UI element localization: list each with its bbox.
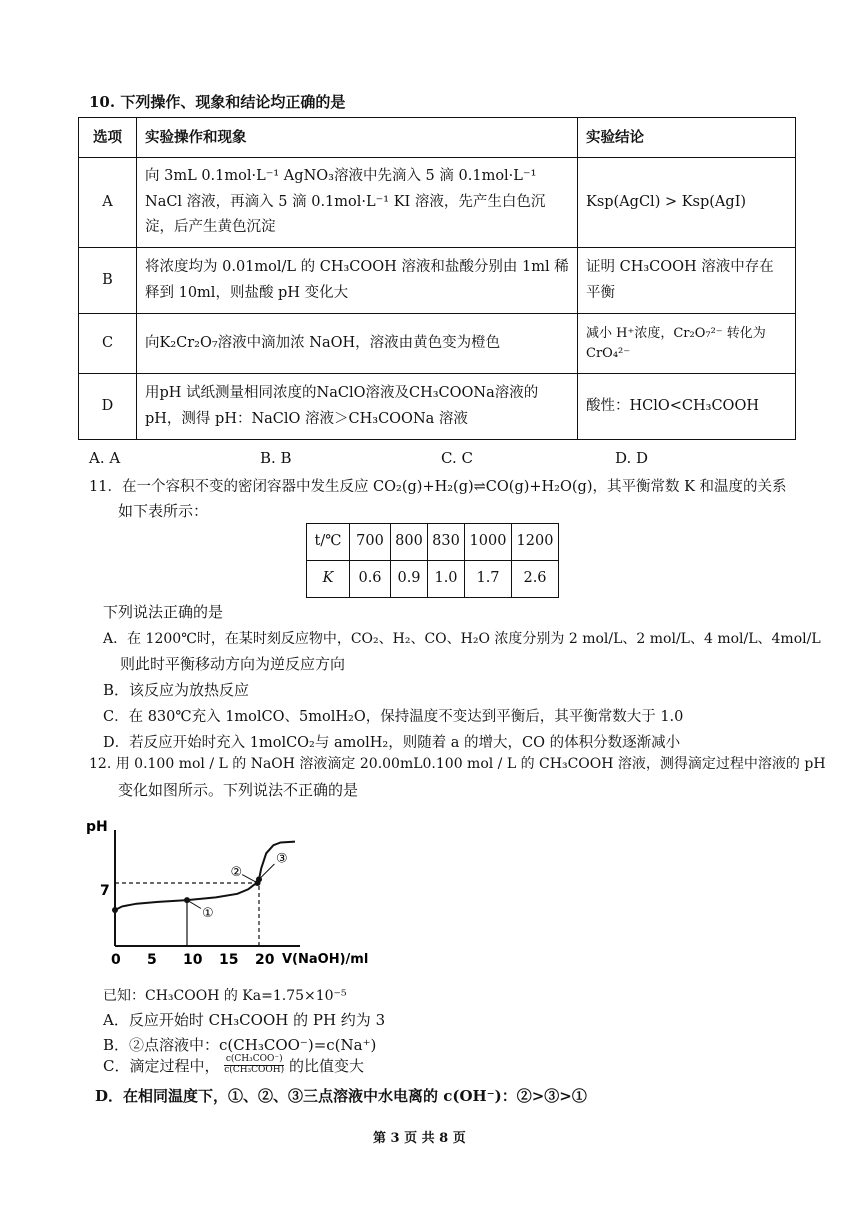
k-table-header-t: t/℃ bbox=[307, 524, 350, 561]
q10-title: 10. 下列操作、现象和结论均正确的是 bbox=[89, 93, 346, 111]
q11-prompt: 下列说法正确的是 bbox=[103, 603, 224, 621]
q11-option-a-line1[interactable]: A．在 1200℃时，在某时刻反应物中，CO₂、H₂、CO、H₂O 浓度分别为 2 mol/L、2 mol/L、4 mol/L、4mol/L bbox=[103, 631, 821, 647]
q10-choice-b[interactable]: B. B bbox=[260, 449, 292, 467]
fraction-numerator: c(CH₃COO⁻) bbox=[225, 1054, 283, 1065]
titration-curve-chart bbox=[82, 808, 372, 968]
q12-option-c-prefix: C．滴定过程中， bbox=[103, 1057, 220, 1075]
chart-ytick-7: 7 bbox=[100, 883, 110, 899]
q12-option-c-suffix: 的比值变大 bbox=[288, 1057, 364, 1075]
row-a-option: A bbox=[79, 158, 137, 248]
q12-stem-line1: 12. 用 0.100 mol / L 的 NaOH 溶液滴定 20.00mL0.100 mol / L 的 CH₃COOH 溶液，测得滴定过程中溶液的 pH bbox=[89, 756, 826, 772]
row-b-conclusion: 证明 CH₃COOH 溶液中存在平衡 bbox=[578, 248, 796, 314]
point-leader-line-1 bbox=[187, 900, 201, 908]
q11-option-a-line2: 则此时平衡移动方向为逆反应方向 bbox=[120, 655, 346, 673]
titration-curve-line bbox=[115, 842, 295, 910]
point-label-2: ② bbox=[230, 865, 243, 880]
chart-xlabel: V(NaOH)/ml bbox=[282, 952, 369, 967]
q12-option-d[interactable]: D．在相同温度下，①、②、③三点溶液中水电离的 c(OH⁻)：②>③>① bbox=[95, 1087, 587, 1105]
row-c-conclusion: 减小 H⁺浓度，Cr₂O₇²⁻ 转化为 CrO₄²⁻ bbox=[578, 314, 796, 374]
row-d-option: D bbox=[79, 374, 137, 440]
k-table-value: 0.6 bbox=[350, 561, 391, 598]
q10-choice-c[interactable]: C. C bbox=[441, 449, 473, 467]
chart-ylabel: pH bbox=[86, 819, 108, 835]
k-table-header-1000: 1000 bbox=[465, 524, 512, 561]
q12-option-c[interactable] bbox=[103, 1055, 364, 1076]
q12-option-b[interactable]: B．②点溶液中：c(CH₃COO⁻)=c(Na⁺) bbox=[103, 1036, 377, 1054]
q11-option-d[interactable]: D．若反应开始时充入 1molCO₂与 amolH₂，则随着 a 的增大，CO 的体积分数逐渐减小 bbox=[103, 735, 681, 751]
k-table-label: K bbox=[307, 561, 350, 598]
q10-choice-a[interactable]: A. A bbox=[89, 449, 121, 467]
q10-table bbox=[78, 117, 796, 440]
row-c-option: C bbox=[79, 314, 137, 374]
k-table-header-1200: 1200 bbox=[512, 524, 559, 561]
q12-option-a[interactable]: A．反应开始时 CH₃COOH 的 PH 约为 3 bbox=[103, 1011, 386, 1029]
k-table-value: 1.7 bbox=[465, 561, 512, 598]
row-b-option: B bbox=[79, 248, 137, 314]
k-table-header-830: 830 bbox=[428, 524, 465, 561]
row-a-operation: 向 3mL 0.1mol·L⁻¹ AgNO₃溶液中先滴入 5 滴 0.1mol·L⁻¹ NaCl 溶液，再滴入 5 滴 0.1mol·L⁻¹ KI 溶液，先产生白色沉淀，后产生黄色沉淀 bbox=[137, 158, 578, 248]
q11-stem-line2: 如下表所示： bbox=[118, 502, 209, 520]
row-b-operation: 将浓度均为 0.01mol/L 的 CH₃COOH 溶液和盐酸分别由 1ml 稀释到 10ml，则盐酸 pH 变化大 bbox=[137, 248, 578, 314]
row-d-conclusion: 酸性：HClO<CH₃COOH bbox=[578, 374, 796, 440]
row-d-operation: 用pH 试纸测量相同浓度的NaClO溶液及CH₃COONa溶液的pH，测得 pH：NaClO 溶液＞CH₃COONa 溶液 bbox=[137, 374, 578, 440]
q12-known: 已知：CH₃COOH 的 Ka=1.75×10⁻⁵ bbox=[103, 988, 347, 1004]
q11-k-table bbox=[306, 523, 559, 598]
q12-option-c-fraction bbox=[224, 1055, 284, 1076]
fraction-denominator: c(CH₃COOH) bbox=[224, 1065, 285, 1075]
data-point-1 bbox=[184, 897, 190, 903]
q11-stem-line1: 11．在一个容积不变的密闭容器中发生反应 CO₂(g)+H₂(g)⇌CO(g)+H₂O(g)，其平衡常数 K 和温度的关系 bbox=[89, 479, 787, 495]
point-label-1: ① bbox=[202, 906, 214, 922]
k-table-header-800: 800 bbox=[391, 524, 428, 561]
chart-plot-area bbox=[112, 842, 295, 946]
page-footer: 第 3 页 共 8 页 bbox=[373, 1131, 466, 1146]
k-table-value: 0.9 bbox=[391, 561, 428, 598]
q11-option-b[interactable]: B．该反应为放热反应 bbox=[103, 681, 250, 699]
header-operation: 实验操作和现象 bbox=[137, 118, 578, 158]
chart-xtick-10: 10 bbox=[183, 952, 203, 968]
chart-xtick-15: 15 bbox=[219, 952, 239, 968]
chart-xtick-0: 0 bbox=[111, 952, 121, 968]
k-table-value: 2.6 bbox=[512, 561, 559, 598]
row-c-operation: 向K₂Cr₂O₇溶液中滴加浓 NaOH，溶液由黄色变为橙色 bbox=[137, 314, 578, 374]
k-table-value: 1.0 bbox=[428, 561, 465, 598]
row-a-conclusion: Ksp(AgCl) > Ksp(AgI) bbox=[578, 158, 796, 248]
q12-stem-line2: 变化如图所示。下列说法不正确的是 bbox=[118, 781, 359, 799]
q10-choice-d[interactable]: D. D bbox=[615, 449, 649, 467]
point-leader-line-2 bbox=[242, 875, 257, 883]
chart-xtick-5: 5 bbox=[147, 952, 157, 968]
k-table-header-700: 700 bbox=[350, 524, 391, 561]
header-option: 选项 bbox=[79, 118, 137, 158]
chart-xticks bbox=[111, 952, 275, 968]
chart-xtick-20: 20 bbox=[255, 952, 275, 968]
curve-start-point bbox=[112, 907, 118, 913]
header-conclusion: 实验结论 bbox=[578, 118, 796, 158]
point-label-3: ③ bbox=[276, 851, 288, 867]
q11-option-c[interactable]: C．在 830℃充入 1molCO、5molH₂O，保持温度不变达到平衡后，其平衡常数大于 1.0 bbox=[103, 709, 684, 725]
